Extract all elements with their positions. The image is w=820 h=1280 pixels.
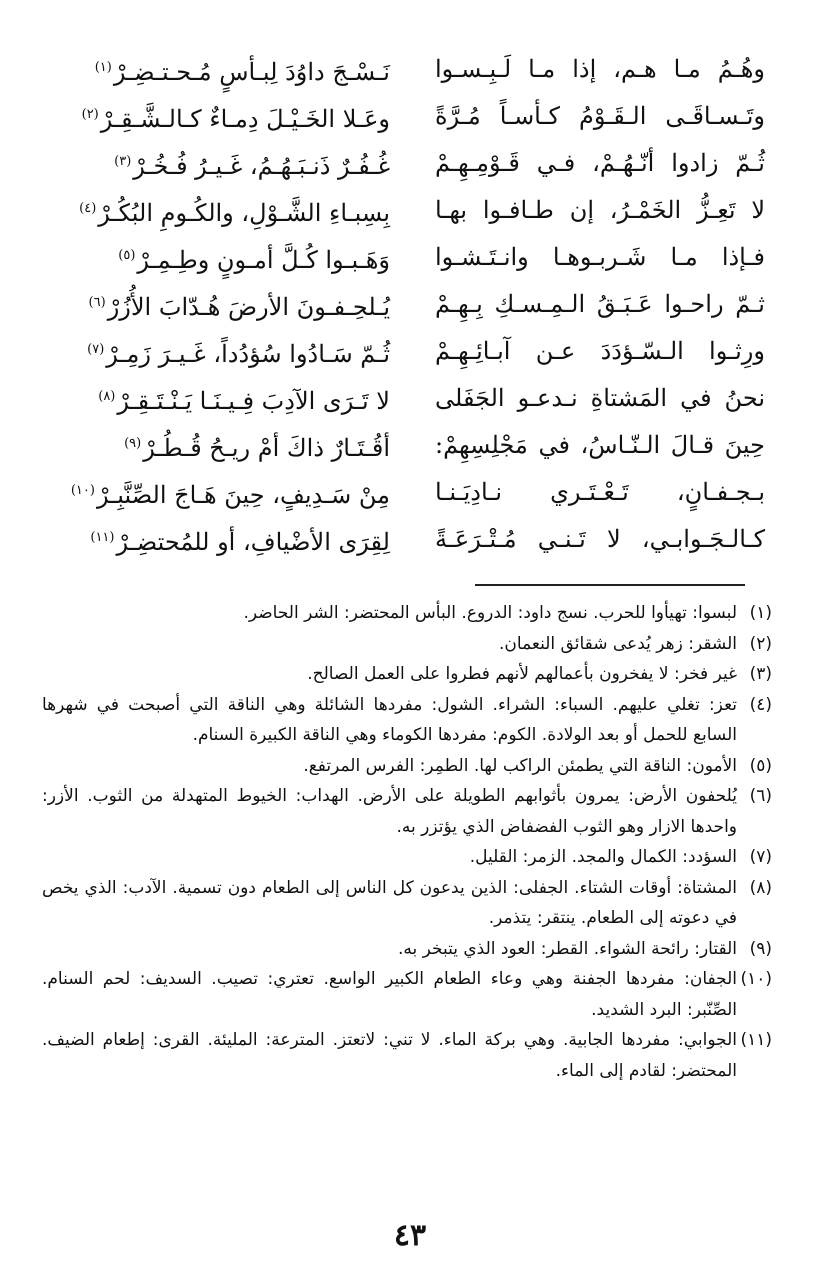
footnote-number: (٧) [749,847,772,867]
verse-second-text: ثُـمّ سَـادُوا سُؤدُداً، غَـيـرَ زَمِـرْ [106,339,390,368]
verse-second-hemistich [50,467,390,519]
footnote-text: الشقر: زهر يُدعى شقائق النعمان. [499,633,737,654]
footnote-separator [475,584,745,586]
footnote-ref: (١) [94,59,112,75]
footnote-number: (٥) [749,755,772,776]
footnote-text: يُلحفون الأرض: يمرون بأثوابهم الطويلة على الأرض. الهداب: الخيوط المتهدلة من الثوب. الأزر: واحدها الازار وهو الثوب الفضفاض الذي يؤتزر به. [42,786,737,837]
verse [50,46,765,93]
verse-second-text: مِنْ سَـدِيفٍ، حِينَ هَـاجَ الصِّنَّبِـرْ [96,480,390,509]
footnote [42,842,772,873]
footnote [42,934,772,965]
verse [50,187,765,234]
verse-first-hemistich: فـإذا مـا شَـربـوهـا وانـتَـشـوا [435,243,765,271]
footnote-number: (٢) [749,633,772,654]
verse [50,516,765,563]
verse [50,422,765,469]
verse-first-hemistich: بـجـفـانٍ، تَـعْـتَـري نـادِيَـنـا [435,478,765,506]
verse-first-hemistich: لا تَعِـزُّ الخَمْـرُ، إن طـافـوا بهـا [435,196,765,224]
verse-second-hemistich [50,514,390,566]
footnote-number: (٩) [749,938,772,959]
verse-second-hemistich [50,44,390,96]
footnote [42,781,772,842]
verse-second-text: بِسِبـاءِ الشَّـوْلِ، والكُـومِ البُكُـرْ [98,198,390,227]
verse-first-hemistich: وتَـسـاقَـى الـقَـوْمُ كـأسـاً مُـرَّةً [435,102,765,130]
verse-second-text: يُـلحِـفـونَ الأرضَ هُـدّابَ الأُزُرْ [107,292,390,321]
footnote-text: القتار: رائحة الشواء. القطر: العود الذي يتبخر به. [397,938,737,959]
verse-second-text: لا تَـرَى الآدِبَ فِـيـنَـا يَـنْـتَـقِـرْ [117,386,390,415]
verse [50,469,765,516]
footnote-number: (٤) [749,694,772,715]
footnote-text: الجوابي: مفردها الجابية. وهي بركة الماء. لا تني: لاتعتز. المترعة: المليئة. القرى: إطعام الضيف. المحتضر: لقادم إلى الماء. [42,1030,737,1081]
poem [50,46,765,563]
verse-second-hemistich [50,373,390,425]
footnote-number: (١) [749,603,772,623]
verse-first-hemistich: ثُـمّ زادوا أنّـهُـمْ، فـي قَـوْمِـهِـمْ [435,149,765,177]
verse-second-hemistich [50,185,390,237]
footnote-text: السؤدد: الكمال والمجد. الزمر: القليل. [469,847,737,867]
verse [50,93,765,140]
footnote-number: (٦) [749,786,772,806]
verse-second-hemistich [50,326,390,378]
verse-second-text: لِقِرَى الأضْيافِ، أو للمُحتضِـرْ [116,527,390,556]
footnote-text: الأمون: الناقة التي يطمئن الراكب لها. الطمِر: الفرس المرتفع. [303,755,737,776]
footnotes [42,598,772,1086]
verse-first-hemistich: وهُـمُ مـا هـم، إذا مـا لَـبِـسـوا [435,55,765,83]
verse-first-hemistich: نحنُ في المَشتاةِ نـدعـو الجَفَلى [435,384,765,412]
verse-first-hemistich: كـالـجَـوابـي، لا تَـنـي مُـتْـرَعَـةً [435,525,765,553]
verse-second-text: وعَـلا الخَـيْـلَ دِمـاءٌ كـالـشَّـقِـرْ [100,104,390,133]
footnote-ref: (٨) [98,388,116,404]
verse [50,375,765,422]
footnote [42,629,772,660]
page-number: ٤٣ [393,1218,427,1253]
verse [50,234,765,281]
verse-first-hemistich: حِينَ قـالَ الـنّـاسُ، في مَجْلِسِهِمْ: [435,431,765,459]
footnote [42,964,772,1025]
verse [50,140,765,187]
verse-second-hemistich [50,232,390,284]
verse-first-hemistich: ورِثـوا الـسّـؤدَدَ عـن آبـائِـهِـمْ [435,337,765,365]
footnote [42,598,772,629]
footnote-ref: (١٠) [70,482,95,498]
footnote [42,873,772,934]
footnote-ref: (٧) [87,341,105,357]
verse-second-hemistich [50,420,390,472]
footnote-text: تعز: تغلي عليهم. السباء: الشراء. الشول: مفردها الشائلة وهي الناقة التي أصبحت في شهرها السابع للحمل أو بعد الولادة. الكوم: مفردها الكوماء وهي الناقة الكبيرة السنام. [42,694,737,745]
verse-second-text: وَهَـبـوا كُـلَّ أمـونٍ وطِـمِـرْ [137,245,390,274]
verse-second-text: أقُـتَـارٌ ذاكَ أمْ ريـحُ قُـطُـرْ [143,433,390,462]
footnote-number: (١٠) [740,969,772,989]
footnote-ref: (٩) [124,435,142,451]
verse-second-hemistich [50,91,390,143]
footnote [42,751,772,782]
footnote-text: غير فخر: لا يفخرون بأعمالهم لأنهم فطروا على العمل الصالح. [307,664,737,684]
footnote-ref: (٥) [118,247,136,263]
footnote [42,659,772,690]
footnote-ref: (٣) [114,153,132,169]
footnote-ref: (٤) [79,200,97,216]
footnote-text: الجفان: مفردها الجفنة وهي وعاء الطعام الكبير الواسع. تعتري: تصيب. السديف: لحم السنام. الصِّنّبر: البرد الشديد. [42,969,737,1020]
verse-second-hemistich [50,279,390,331]
verse-first-hemistich: ثـمّ راحـوا عَـبَـقُ الـمِـسـكِ بِـهِـمْ [435,290,765,318]
footnote-number: (٨) [749,877,772,898]
verse-second-text: نَـسْـجَ داوُدَ لِبـأسٍ مُـحـتـضِـرْ [113,57,390,86]
footnote-ref: (٦) [88,294,106,310]
footnote-number: (٣) [749,664,772,684]
verse [50,328,765,375]
footnote-ref: (١١) [90,529,115,545]
footnote [42,690,772,751]
verse [50,281,765,328]
footnote-ref: (٢) [81,106,99,122]
footnote-text: المشتاة: أوقات الشتاء. الجفلى: الذين يدعون كل الناس إلى الطعام دون تسمية. الآدب: الذي يخص في دعوته إلى الطعام. ينتقر: يتذمر. [42,877,737,928]
verse-second-text: غُـفُـرٌ ذَنـبَـهُـمُ، غَـيـرُ فُـخُـرْ [133,151,390,180]
footnote [42,1025,772,1086]
footnote-number: (١١) [740,1030,772,1050]
verse-second-hemistich [50,138,390,190]
footnote-text: لبسوا: تهيأوا للحرب. نسج داود: الدروع. البأس المحتضر: الشر الحاضر. [243,603,737,623]
